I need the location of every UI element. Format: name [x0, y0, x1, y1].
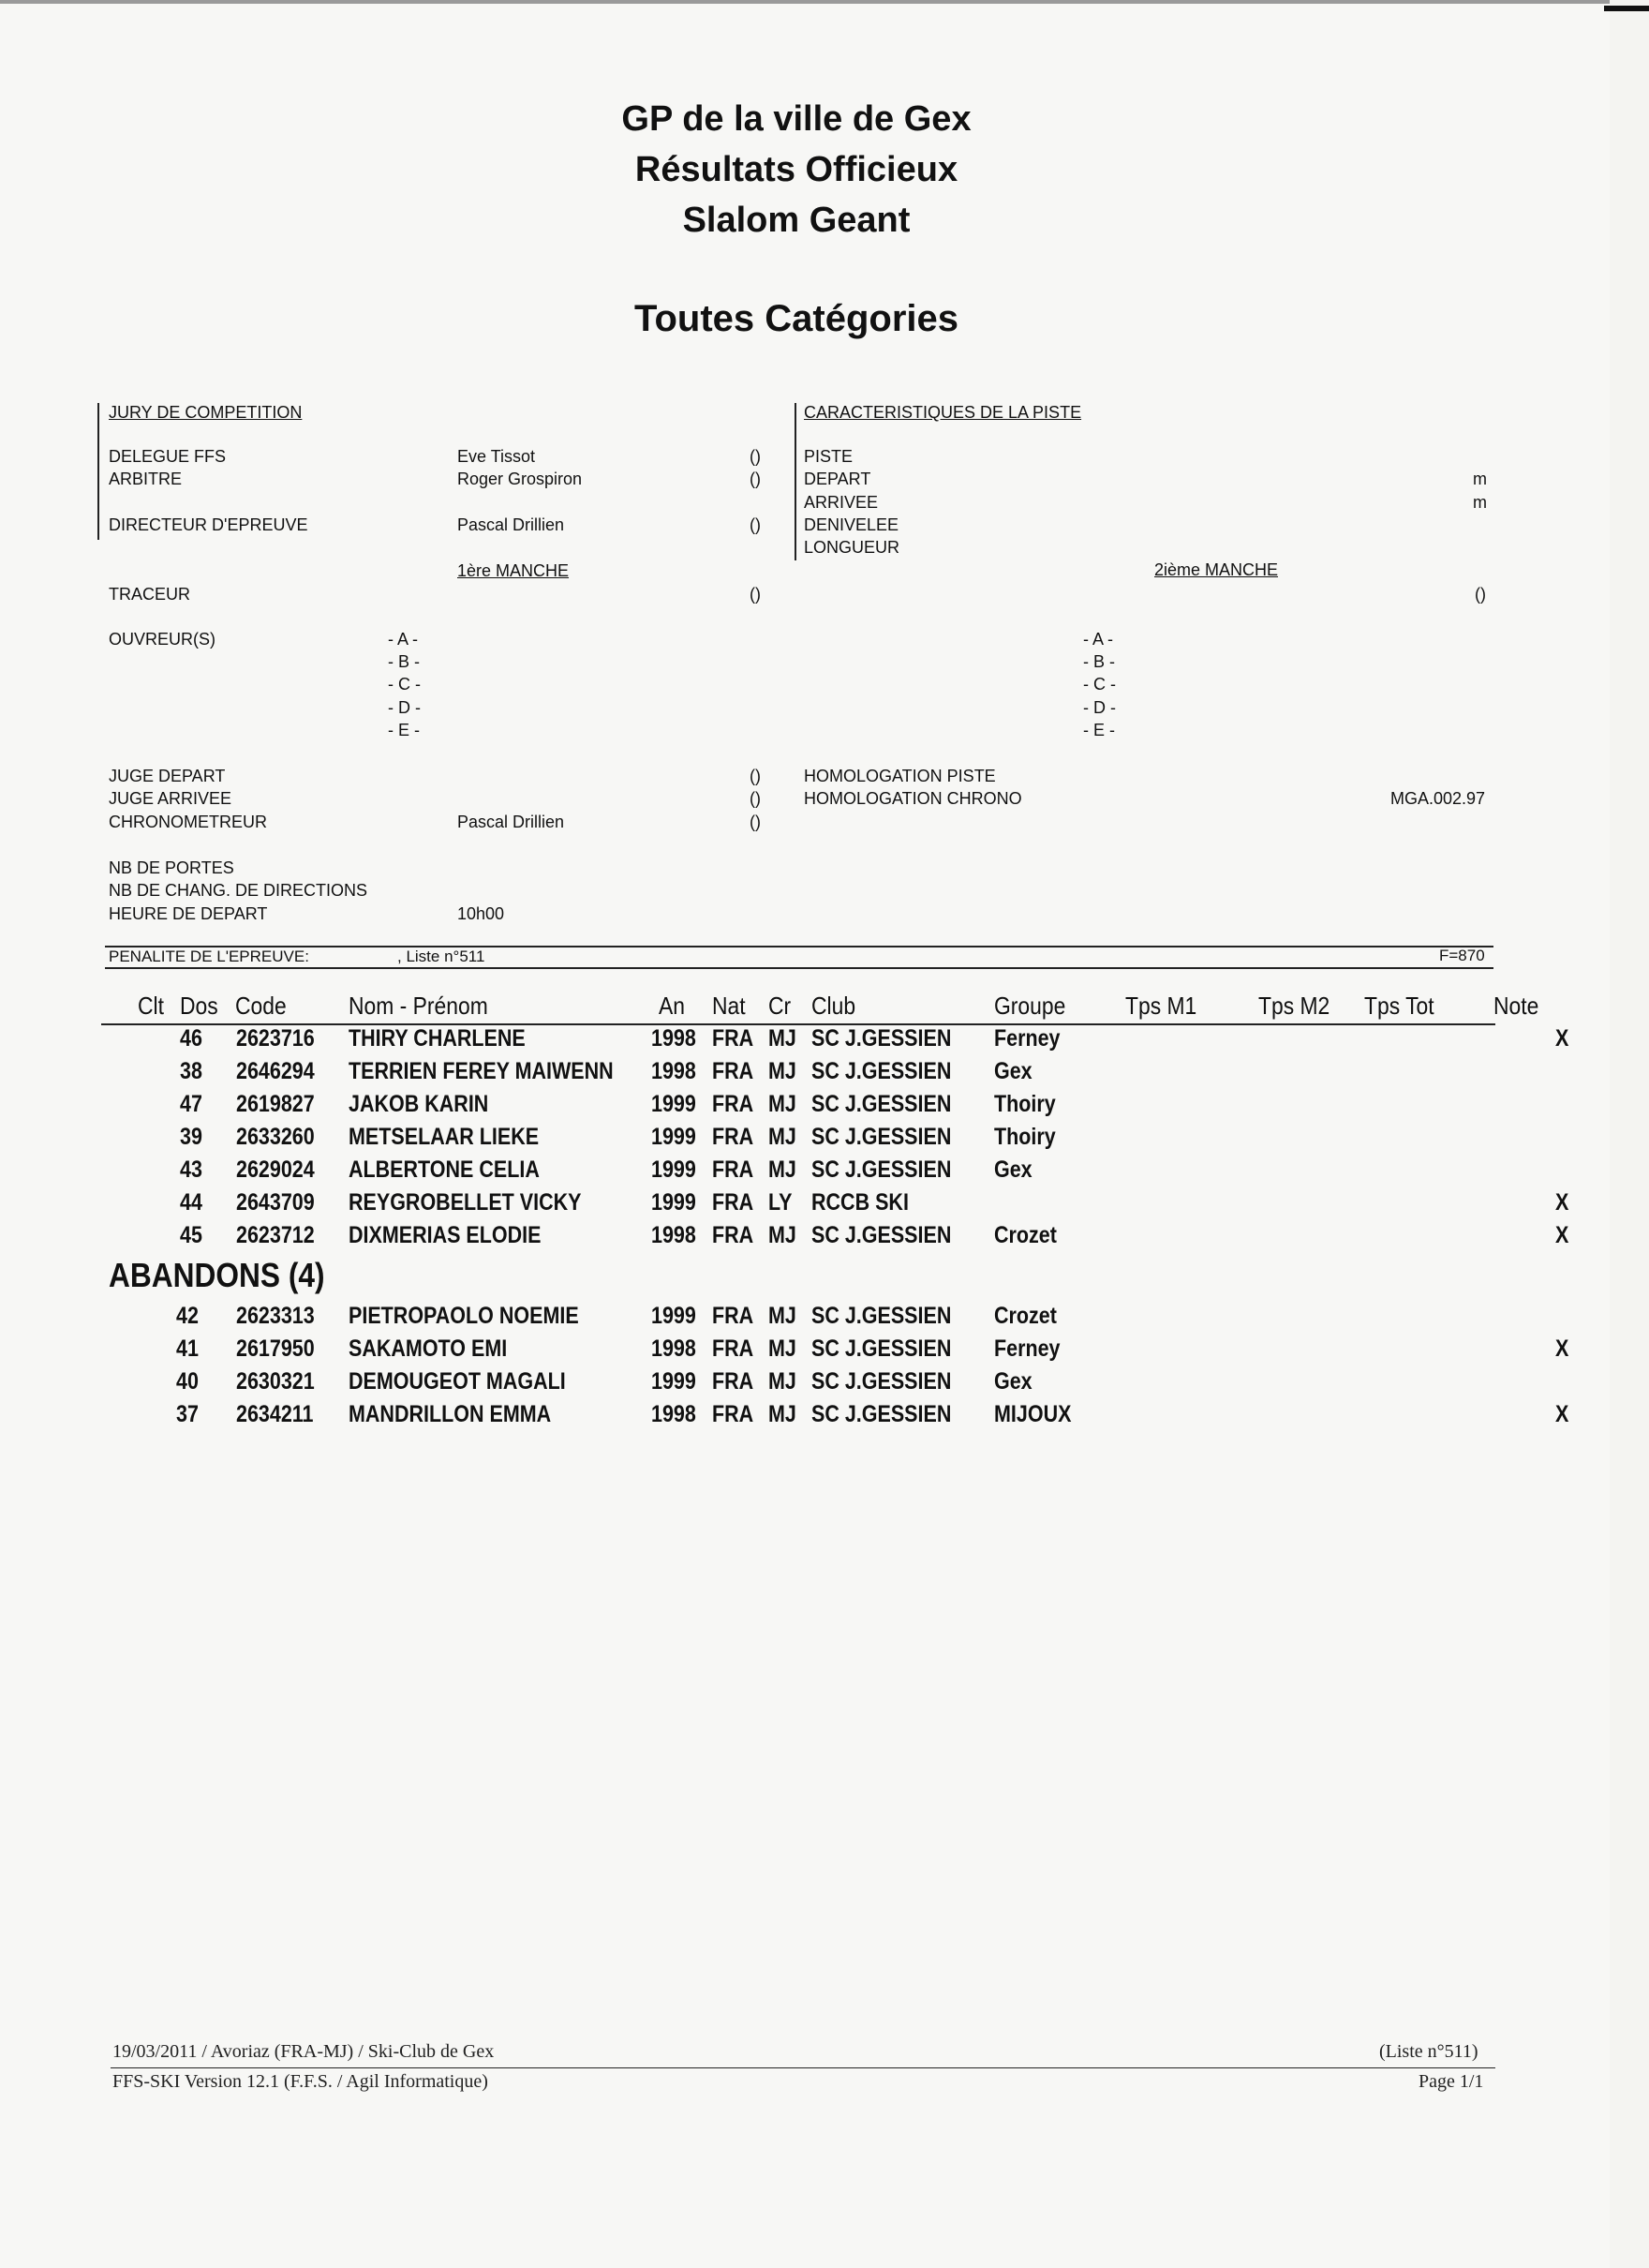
delegue-value: Eve Tissot [457, 447, 536, 466]
footer-page-number: Page 1/1 [1419, 2071, 1484, 2092]
row-nat: FRA [712, 1189, 754, 1216]
row-cr: MJ [768, 1368, 796, 1395]
penalite-liste: , Liste n°511 [397, 947, 485, 965]
row-dos: 40 [176, 1368, 199, 1395]
row-groupe: Thoiry [994, 1091, 1056, 1117]
row-nat: FRA [712, 1156, 754, 1183]
row-cr: MJ [768, 1335, 796, 1362]
row-code: 2633260 [236, 1124, 315, 1150]
row-an: 1998 [651, 1058, 696, 1084]
row-an: 1998 [651, 1401, 696, 1427]
chronometreur-label: CHRONOMETREUR [109, 813, 267, 831]
traceur-paren-m2: () [1475, 585, 1486, 604]
row-note: X [1555, 1189, 1569, 1216]
row-club: SC J.GESSIEN [811, 1368, 952, 1395]
manche2-title: 2ième MANCHE [1154, 560, 1279, 579]
homologation-chrono-value: MGA.002.97 [1390, 789, 1486, 808]
results-status-title: Résultats Officieux [634, 150, 958, 189]
row-nat: FRA [712, 1222, 754, 1248]
row-cr: MJ [768, 1058, 796, 1084]
row-nat: FRA [712, 1401, 754, 1427]
row-nom: JAKOB KARIN [349, 1091, 489, 1117]
row-code: 2643709 [236, 1189, 315, 1216]
discipline-title: Slalom Geant [682, 201, 911, 240]
chronometreur-paren: () [750, 813, 761, 831]
row-cr: LY [768, 1189, 793, 1216]
row-nom: ALBERTONE CELIA [349, 1156, 540, 1183]
depart-unit: m [1473, 470, 1487, 488]
row-code: 2634211 [236, 1401, 314, 1427]
row-note: X [1555, 1335, 1569, 1362]
piste-label: PISTE [804, 447, 854, 466]
row-cr: MJ [768, 1303, 796, 1329]
piste-section-title: CARACTERISTIQUES DE LA PISTE [804, 403, 1082, 422]
row-nom: REYGROBELLET VICKY [349, 1189, 582, 1216]
category-title: Toutes Catégories [634, 298, 958, 339]
ouvreur-m2-a: - A - [1083, 630, 1114, 649]
row-groupe: Ferney [994, 1335, 1061, 1362]
denivelee-label: DENIVELEE [804, 515, 899, 534]
row-code: 2623716 [236, 1025, 315, 1052]
row-an: 1999 [651, 1091, 696, 1117]
row-nat: FRA [712, 1303, 754, 1329]
row-dos: 45 [180, 1222, 202, 1248]
row-dos: 41 [176, 1335, 199, 1362]
row-club: SC J.GESSIEN [811, 1303, 952, 1329]
ouvreur-m2-c: - C - [1083, 675, 1116, 694]
row-nat: FRA [712, 1091, 754, 1117]
row-groupe: Crozet [994, 1303, 1057, 1329]
row-an: 1999 [651, 1303, 696, 1329]
row-club: SC J.GESSIEN [811, 1335, 952, 1362]
delegue-paren: () [750, 447, 761, 466]
footer-liste: (Liste n°511) [1379, 2041, 1478, 2062]
arbitre-paren: () [750, 470, 761, 488]
header-club: Club [811, 992, 856, 1020]
depart-label: DEPART [804, 470, 871, 488]
row-cr: MJ [768, 1091, 796, 1117]
row-cr: MJ [768, 1222, 796, 1248]
juge-arrivee-label: JUGE ARRIVEE [109, 789, 232, 808]
ouvreur-m1-b: - B - [388, 652, 420, 671]
homologation-piste-label: HOMOLOGATION PISTE [804, 767, 996, 785]
penalite-bottom-rule [105, 967, 1493, 969]
footer-rule [111, 2067, 1495, 2068]
directeur-value: Pascal Drillien [457, 515, 565, 534]
row-dos: 47 [180, 1091, 202, 1117]
ouvreur-m2-d: - D - [1083, 698, 1116, 717]
footer-date-location: 19/03/2011 / Avoriaz (FRA-MJ) / Ski-Club de Gex [112, 2041, 495, 2062]
row-an: 1999 [651, 1189, 696, 1216]
footer-software: FFS-SKI Version 12.1 (F.F.S. / Agil Informatique) [112, 2071, 488, 2092]
ouvreur-m1-d: - D - [388, 698, 421, 717]
nb-chang-label: NB DE CHANG. DE DIRECTIONS [109, 881, 368, 900]
page-corner-mark [1604, 6, 1649, 11]
ouvreur-m1-c: - C - [388, 675, 421, 694]
ouvreur-m1-a: - A - [388, 630, 419, 649]
penalite-label: PENALITE DE L'EPREUVE: [109, 947, 309, 965]
row-code: 2630321 [236, 1368, 315, 1395]
row-groupe: Gex [994, 1058, 1032, 1084]
row-nom: MANDRILLON EMMA [349, 1401, 552, 1427]
page-right-margin [1610, 0, 1649, 2268]
header-tps-m2: Tps M2 [1258, 992, 1330, 1020]
row-groupe: Thoiry [994, 1124, 1056, 1150]
juge-depart-paren: () [750, 767, 761, 785]
abandons-title: ABANDONS (4) [109, 1256, 325, 1294]
nb-portes-label: NB DE PORTES [109, 858, 234, 877]
row-nom: SAKAMOTO EMI [349, 1335, 508, 1362]
row-groupe: Gex [994, 1156, 1032, 1183]
row-an: 1998 [651, 1335, 696, 1362]
row-dos: 42 [176, 1303, 199, 1329]
jury-section-title: JURY DE COMPETITION [109, 403, 303, 422]
ouvreur-m2-b: - B - [1083, 652, 1115, 671]
header-tps-tot: Tps Tot [1364, 992, 1434, 1020]
arbitre-label: ARBITRE [109, 470, 183, 488]
row-note: X [1555, 1025, 1569, 1052]
row-groupe: Crozet [994, 1222, 1057, 1248]
row-dos: 44 [180, 1189, 202, 1216]
row-an: 1998 [651, 1222, 696, 1248]
row-nom: TERRIEN FEREY MAIWENN [349, 1058, 614, 1084]
header-nom: Nom - Prénom [349, 992, 488, 1020]
row-nat: FRA [712, 1124, 754, 1150]
row-code: 2623313 [236, 1303, 315, 1329]
row-code: 2619827 [236, 1091, 315, 1117]
row-nat: FRA [712, 1368, 754, 1395]
header-note: Note [1493, 992, 1539, 1020]
heure-depart-value: 10h00 [457, 904, 505, 923]
row-code: 2623712 [236, 1222, 315, 1248]
row-cr: MJ [768, 1025, 796, 1052]
ouvreur-m1-e: - E - [388, 721, 420, 739]
juge-arrivee-paren: () [750, 789, 761, 808]
header-nat: Nat [712, 992, 746, 1020]
piste-left-bar [795, 403, 796, 560]
row-nom: PIETROPAOLO NOEMIE [349, 1303, 579, 1329]
row-nom: DEMOUGEOT MAGALI [349, 1368, 566, 1395]
row-groupe: Gex [994, 1368, 1032, 1395]
row-cr: MJ [768, 1156, 796, 1183]
manche1-title: 1ère MANCHE [457, 561, 570, 580]
event-title: GP de la ville de Gex [621, 99, 972, 139]
header-code: Code [235, 992, 287, 1020]
traceur-label: TRACEUR [109, 585, 191, 604]
ouvreur-m2-e: - E - [1083, 721, 1115, 739]
longueur-label: LONGUEUR [804, 538, 900, 557]
row-nat: FRA [712, 1025, 754, 1052]
row-dos: 46 [180, 1025, 202, 1052]
row-dos: 43 [180, 1156, 202, 1183]
row-nom: METSELAAR LIEKE [349, 1124, 540, 1150]
row-club: SC J.GESSIEN [811, 1124, 952, 1150]
row-code: 2646294 [236, 1058, 315, 1084]
row-club: RCCB SKI [811, 1189, 909, 1216]
row-club: SC J.GESSIEN [811, 1156, 952, 1183]
row-code: 2617950 [236, 1335, 315, 1362]
heure-depart-label: HEURE DE DEPART [109, 904, 268, 923]
header-groupe: Groupe [994, 992, 1066, 1020]
delegue-label: DELEGUE FFS [109, 447, 227, 466]
row-dos: 39 [180, 1124, 202, 1150]
row-nom: DIXMERIAS ELODIE [349, 1222, 542, 1248]
row-club: SC J.GESSIEN [811, 1401, 952, 1427]
header-an: An [659, 992, 685, 1020]
row-dos: 38 [180, 1058, 202, 1084]
row-an: 1999 [651, 1124, 696, 1150]
row-an: 1999 [651, 1368, 696, 1395]
row-an: 1998 [651, 1025, 696, 1052]
header-dos: Dos [180, 992, 218, 1020]
chronometreur-value: Pascal Drillien [457, 813, 565, 831]
traceur-paren-m1: () [750, 585, 761, 604]
row-note: X [1555, 1222, 1569, 1248]
directeur-paren: () [750, 515, 761, 534]
row-club: SC J.GESSIEN [811, 1058, 952, 1084]
row-club: SC J.GESSIEN [811, 1091, 952, 1117]
row-code: 2629024 [236, 1156, 315, 1183]
row-club: SC J.GESSIEN [811, 1025, 952, 1052]
row-groupe: Ferney [994, 1025, 1061, 1052]
jury-left-bar [97, 403, 99, 540]
juge-depart-label: JUGE DEPART [109, 767, 226, 785]
page-top-edge [0, 0, 1649, 4]
row-cr: MJ [768, 1124, 796, 1150]
row-groupe: MIJOUX [994, 1401, 1072, 1427]
row-club: SC J.GESSIEN [811, 1222, 952, 1248]
row-nom: THIRY CHARLENE [349, 1025, 526, 1052]
ouvreurs-label: OUVREUR(S) [109, 630, 216, 649]
arrivee-unit: m [1473, 493, 1487, 512]
arrivee-label: ARRIVEE [804, 493, 879, 512]
row-nat: FRA [712, 1335, 754, 1362]
penalite-top-rule [105, 946, 1493, 947]
directeur-label: DIRECTEUR D'EPREUVE [109, 515, 308, 534]
row-an: 1999 [651, 1156, 696, 1183]
homologation-chrono-label: HOMOLOGATION CHRONO [804, 789, 1022, 808]
header-cr: Cr [768, 992, 792, 1020]
row-note: X [1555, 1401, 1569, 1427]
row-dos: 37 [176, 1401, 199, 1427]
row-nat: FRA [712, 1058, 754, 1084]
header-tps-m1: Tps M1 [1125, 992, 1197, 1020]
row-cr: MJ [768, 1401, 796, 1427]
arbitre-value: Roger Grospiron [457, 470, 583, 488]
header-clt: Clt [138, 992, 164, 1020]
penalite-f-value: F=870 [1439, 947, 1485, 964]
